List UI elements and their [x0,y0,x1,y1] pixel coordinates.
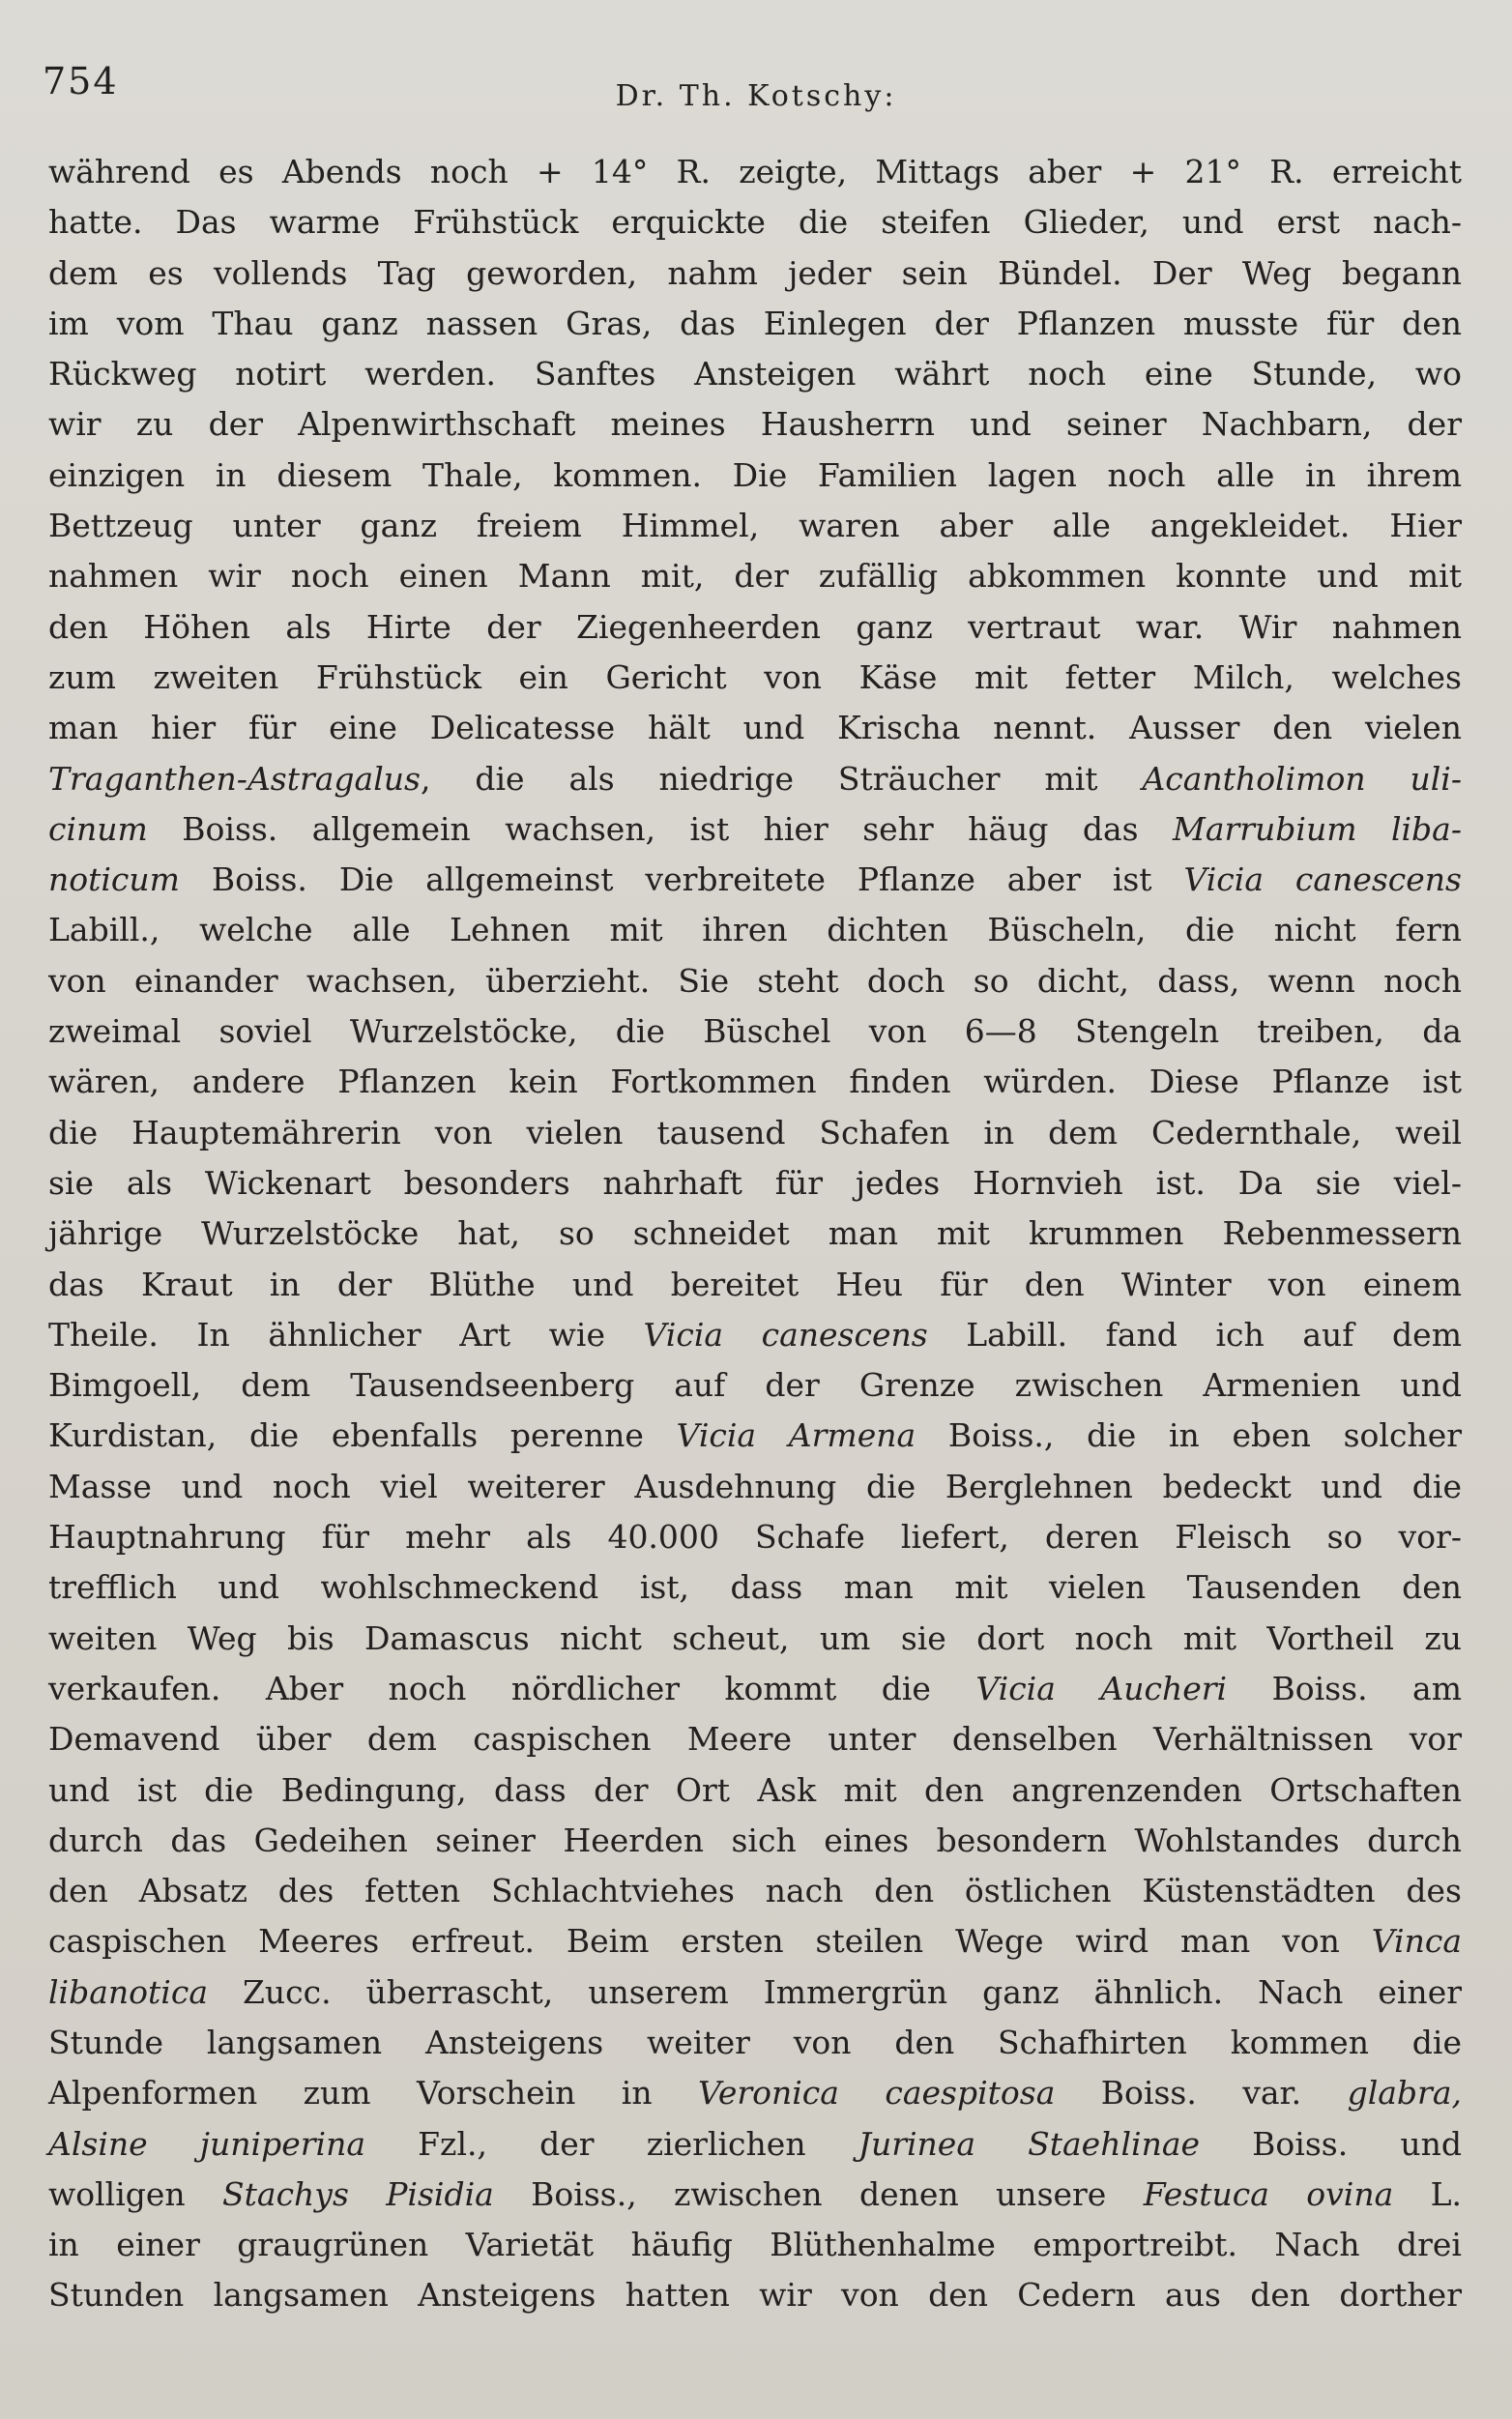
species-name: cinum [48,809,148,848]
text-line: die Hauptemährerin von vielen tausend Schafen in dem Cedernthale, weil [48,1113,1462,1151]
species-name: Veronica caespitosa [698,2074,1056,2113]
species-name: Festuca ovina [1143,2174,1394,2213]
body-text [48,147,1462,2321]
text-run: Zucc. überrascht, unserem Immergrün ganz ähnlich. Nach einer [208,1972,1462,2011]
text-line: während es Abends noch + 14° R. zeigte, Mittags aber + 21° R. erreicht [48,153,1462,190]
text-line: einzigen in diesem Thale, kommen. Die Familien lagen noch alle in ihrem [48,455,1462,494]
text-line: weiten Weg bis Damascus nicht scheut, um sie dort noch mit Vortheil zu [48,1618,1462,1657]
text-run: Boiss. und [1200,2124,1462,2163]
species-name: Marrubium liba- [1173,809,1463,848]
text-line: das Kraut in der Blüthe und bereitet Heu für den Winter von einem [48,1265,1462,1303]
text-line: Hauptnahrung für mehr als 40.000 Schafe liefert, deren Fleisch so vor- [48,1518,1462,1557]
text-line: Labill., welche alle Lehnen mit ihren dichten Büscheln, die nicht fern [48,911,1462,949]
text-line: Rückweg notirt werden. Sanftes Ansteigen währt noch eine Stunde, wo [48,355,1462,393]
species-name: Jurinea Staehlinae [858,2124,1201,2163]
species-name: Vicia Armena [676,1416,916,1455]
species-name: Traganthen-Astragalus [48,759,421,798]
species-name: noticum [48,860,180,899]
text-line [48,1664,1462,1714]
text-line: Stunden langsamen Ansteigens hatten wir von den Cedern aus den dorther [48,2276,1462,2315]
text-line: im vom Thau ganz nassen Gras, das Einlegen der Pflanzen musste für den [48,304,1462,342]
text-line: zum zweiten Frühstück ein Gericht von Käse mit fetter Milch, welches [48,657,1462,696]
text-line: von einander wachsen, überzieht. Sie steht doch so dicht, dass, wenn noch [48,961,1462,1000]
text-line: man hier für eine Delicatesse hält und Krischa nennt. Ausser den vielen [48,709,1462,747]
species-name: Acantholimon uli- [1142,759,1462,798]
text-line: nahmen wir noch einen Mann mit, der zufällig abkommen konnte und mit [48,557,1462,596]
text-line [48,2119,1462,2170]
text-run: Boiss., die in eben solcher [916,1416,1462,1455]
text-line [48,1967,1462,2018]
text-line [48,2068,1462,2118]
page-number: 754 [43,60,119,102]
text-line: den Höhen als Hirte der Ziegenheerden ganz vertraut war. Wir nahmen [48,607,1462,646]
species-name: Alsine juniperina [48,2124,366,2163]
text-run: Labill. fand ich auf dem [927,1315,1462,1354]
text-line: hatte. Das warme Frühstück erquickte die steifen Glieder, und erst nach- [48,203,1462,242]
text-line [48,1411,1462,1461]
text-run: L. [1393,2174,1462,2213]
text-run: Theile. In ähnlicher Art wie [48,1315,644,1354]
running-head: Dr. Th. Kotschy: [615,79,897,113]
text-line: sie als Wickenart besonders nahrhaft für jedes Hornvieh ist. Da sie viel- [48,1163,1462,1202]
text-run: Kurdistan, die ebenfalls perenne [48,1416,677,1455]
text-line: den Absatz des fetten Schlachtviehes nach den östlichen Küstenstädten des [48,1872,1462,1910]
text-line: Stunde langsamen Ansteigens weiter von den Schafhirten kommen die [48,2023,1462,2061]
text-line: wären, andere Pflanzen kein Fortkommen finden würden. Diese Pflanze ist [48,1063,1462,1101]
text-run: , die als niedrige Sträucher mit [420,759,1143,798]
text-line: wir zu der Alpenwirthschaft meines Hausherrn und seiner Nachbarn, der [48,405,1462,444]
text-line: und ist die Bedingung, dass der Ort Ask mit den angrenzenden Ortschaften [48,1770,1462,1809]
text-line: Bettzeug unter ganz freiem Himmel, waren aber alle angekleidet. Hier [48,507,1462,545]
species-name: Vicia Aucheri [975,1669,1228,1707]
text-line [48,1916,1462,1967]
species-name: Vinca [1371,1922,1462,1961]
text-line [48,855,1462,905]
text-run: Fzl., der zierlichen [365,2124,858,2163]
text-run: Boiss., zwischen denen unsere [493,2174,1144,2213]
text-run: Boiss. am [1227,1669,1463,1707]
species-name: glabra, [1347,2074,1462,2113]
species-name: Vicia canescens [643,1315,928,1354]
text-line: jährige Wurzelstöcke hat, so schneidet man mit krummen Rebenmessern [48,1214,1462,1253]
text-line: Masse und noch viel weiterer Ausdehnung die Berglehnen bedeckt und die [48,1467,1462,1505]
text-line [48,2170,1462,2220]
text-line: Bimgoell, dem Tausendseenberg auf der Grenze zwischen Armenien und [48,1366,1462,1405]
text-run: verkaufen. Aber noch nördlicher kommt die [48,1669,976,1707]
text-line [48,754,1462,804]
text-line: trefflich und wohlschmeckend ist, dass man mit vielen Tausenden den [48,1568,1462,1607]
text-line [48,1310,1462,1360]
text-line [48,804,1462,855]
species-name: Stachys Pisidia [222,2174,494,2213]
text-run: wolligen [48,2174,223,2213]
text-line: in einer graugrünen Varietät häufig Blüthenhalme emportreibt. Nach drei [48,2226,1462,2264]
text-run: Alpenformen zum Vorschein in [48,2074,699,2113]
text-run: Boiss. Die allgemeinst verbreitete Pflanze aber ist [179,860,1184,899]
text-run: Boiss. allgemein wachsen, ist hier sehr häug das [147,809,1174,848]
species-name: Vicia canescens [1183,860,1462,899]
species-name: libanotica [48,1972,208,2011]
text-line: durch das Gedeihen seiner Heerden sich eines besondern Wohlstandes durch [48,1821,1462,1859]
text-line: Demavend über dem caspischen Meere unter denselben Verhältnissen vor [48,1720,1462,1759]
text-run: caspischen Meeres erfreut. Beim ersten steilen Wege wird man von [48,1922,1372,1961]
text-run: Boiss. var. [1055,2074,1348,2113]
text-line: zweimal soviel Wurzelstöcke, die Büschel von 6—8 Stengeln treiben, da [48,1012,1462,1051]
text-line: dem es vollends Tag geworden, nahm jeder sein Bündel. Der Weg begann [48,253,1462,292]
